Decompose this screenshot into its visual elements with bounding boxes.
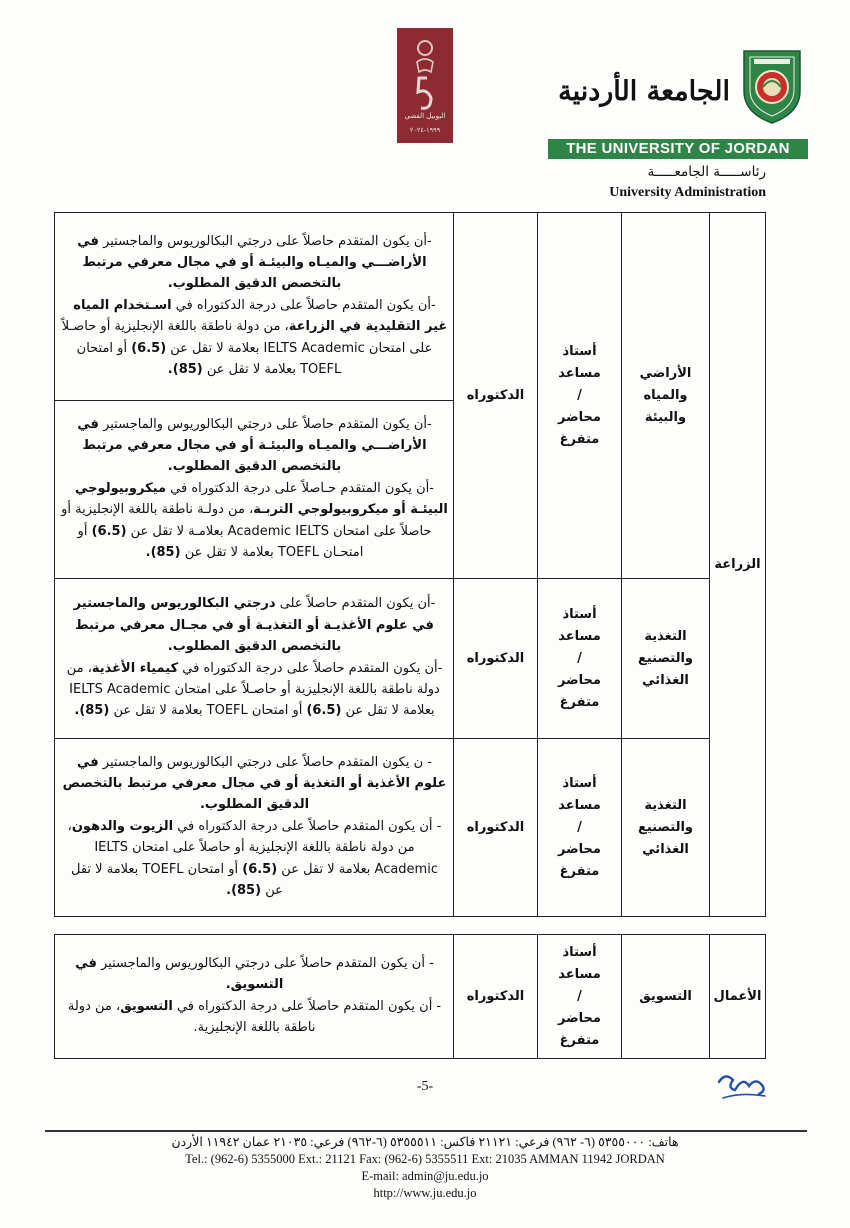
requirement-item: -أن يكون المتقدم حاصلاً على درجتي البكالوريوس والماجستير في الأراضـــي والميـاه والبيئـة أو في مجال معرفي مرتبط بالتخصص الدقيق المطلوب.: [77, 416, 432, 475]
rank-cell: أستاذ مساعد / محاضر متفرغ: [538, 739, 622, 917]
footer-phone-arabic: هاتف: ٥٣٥٥٠٠٠ (٦- ٩٦٢) فرعي: ٢١١٢١ فاكس: ٥٣٥٥٥١١ (٦-٩٦٢) فرعي: ٢١٠٣٥ عمان ١١٩٤٢ الأردن: [171, 1135, 679, 1149]
requirements-cell: [55, 401, 454, 579]
table-row: [55, 213, 766, 401]
table-row: [55, 579, 766, 739]
english-name-bar: THE UNIVERSITY OF JORDAN: [548, 139, 808, 159]
requirements-cell: [55, 579, 454, 739]
silver-jubilee-logo: [397, 28, 453, 143]
university-crest-icon: [741, 47, 803, 125]
requirement-item: - أن يكون المتقدم حاصلاً على درجتي البكالوريوس والماجستير في التسويق.: [75, 955, 434, 993]
requirement-item: - أن يكون المتقدم حاصلاً على درجة الدكتوراه في الزيوت والدهون، من دولة ناطقة باللغة الإنجليزية أو حاصلاً على امتحان IELTS Academic بعلامة لا تقل عن (6.5) أو امتحان TOEFL بعلامة لا تقل عن (85).: [67, 818, 442, 899]
requirement-item: -أن يكون المتقدم حـاصلاً على درجة الدكتوراه في ميكروبيولوجي البيئـة أو ميكروبيولوجي التربـة، من دولـة ناطقة باللغة الإنجليزية أو حاصلاً على امتحان Academic IELTS بعلامـة لا تقل عن (6.5) أو امتحـان TOEFL بعلامة لا تقل عن (85).: [61, 480, 448, 561]
jubilee-caption: اليوبيل الفضي: [404, 112, 446, 120]
presidency-arabic: رئاســـــة الجامعـــــة: [647, 164, 766, 180]
footer-email: E-mail: admin@ju.edu.jo: [361, 1169, 489, 1183]
requirement-item: -أن يكون المتقدم حاصلاً على درجتي البكالوريوس والماجستير في الأراضـــي والميـاه والبيئـة أو في مجال معرفي مرتبط بالتخصص الدقيق المطلوب.: [77, 233, 432, 292]
requirement-item: -أن يكون المتقدم حاصلاً على درجة الدكتوراه في كيمياء الأغذية، من دولة ناطقة باللغة الإنجليزية أو حاصـلاً على امتحان IELTS Academic بعلامة لا تقل عن (6.5) أو امتحان TOEFL بعلامة لا تقل عن (85).: [66, 660, 443, 719]
specialization-cell: التغذية والتصنيع الغذائي: [622, 579, 710, 739]
table-row: [55, 935, 766, 1059]
footer-phone-english: Tel.: (962-6) 5355000 Ext.: 21121 Fax: (962-6) 5355511 Ext: 21035 AMMAN 11942 JORDAN: [185, 1152, 665, 1166]
rank-cell: أستاذ مساعد / محاضر متفرغ: [538, 935, 622, 1059]
page-number: -5-: [416, 1079, 434, 1094]
requirement-item: - ن يكون المتقدم حاصلاً على درجتي البكالوريوس والماجستير في علوم الأغذية أو التغذية أو في مجال معرفي مرتبط بالتخصص الدقيق المطلوب.: [62, 754, 447, 813]
specialization-cell: التسويق: [622, 935, 710, 1059]
requirement-item: -أن يكون المتقدم حاصلاً على درجتي البكالوريوس والماجستير في علوم الأغذيـة أو التغذيـة أو في مجـال معرفي مرتبط بالتخصص الدقيق المطلوب.: [73, 596, 436, 655]
specialization-cell: الأراضي والمياه والبيئة: [622, 213, 710, 579]
footer-divider: [45, 1130, 807, 1132]
faculty-cell: الأعمال: [710, 935, 766, 1059]
jubilee-years: ١٩٩٩-٢٠٢٤: [409, 126, 441, 134]
positions-table: [54, 212, 766, 917]
university-name-arabic: الجامعة الأردنية: [558, 76, 730, 107]
footer-website: http://www.ju.edu.jo: [373, 1186, 477, 1200]
requirement-item: -أن يكون المتقدم حاصلاً على درجة الدكتوراه في اسـتخدام المياه غير التقليدية في الزراعة، من دولة ناطقة باللغة الإنجليزية أو حاصـلاً على امتحان IELTS Academic بعلامة لا تقل عن (6.5) أو امتحان TOEFL بعلامة لا تقل عن (85).: [61, 297, 448, 378]
positions-table-business: [54, 934, 766, 1059]
presidency-english: University Administration: [609, 185, 766, 200]
degree-cell: الدكتوراه: [454, 739, 538, 917]
requirements-cell: [55, 213, 454, 401]
requirements-cell: [55, 739, 454, 917]
requirement-item: - أن يكون المتقدم حاصلاً على درجة الدكتوراه في التسويق، من دولة ناطقة باللغة الإنجليزية.: [67, 998, 442, 1035]
specialization-cell: التغذية والتصنيع الغذائي: [622, 739, 710, 917]
degree-cell: الدكتوراه: [454, 579, 538, 739]
rank-cell: أستاذ مساعد / محاضر متفرغ: [538, 213, 622, 579]
rank-cell: أستاذ مساعد / محاضر متفرغ: [538, 579, 622, 739]
degree-cell: الدكتوراه: [454, 935, 538, 1059]
degree-cell: الدكتوراه: [454, 213, 538, 579]
signature-icon: [713, 1064, 773, 1108]
faculty-cell: الزراعة: [710, 213, 766, 917]
requirements-cell: [55, 935, 454, 1059]
table-row: [55, 739, 766, 917]
